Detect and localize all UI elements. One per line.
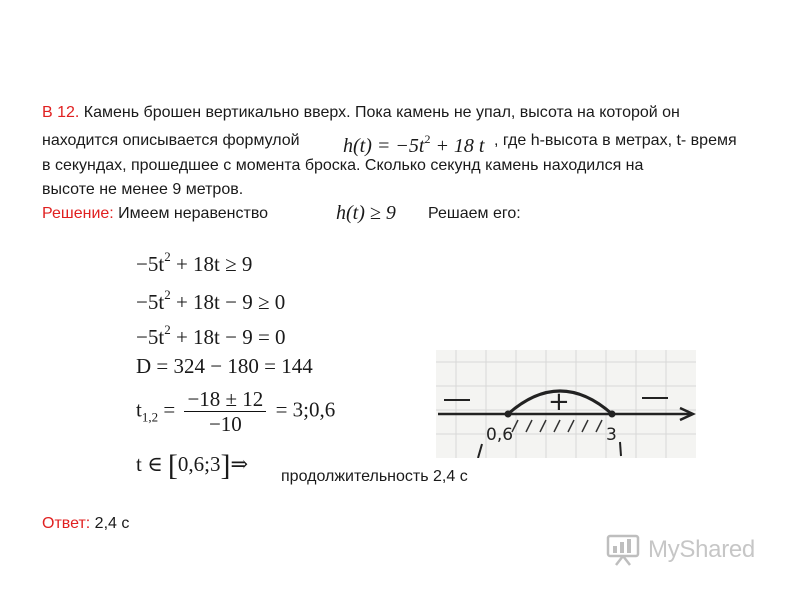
roots-fraction [184,388,266,435]
roots-denominator: −10 [208,412,242,436]
step-3 [136,318,286,349]
root-point-1 [505,411,512,418]
problem-line-1 [42,103,680,123]
height-formula-rhs: + 18 t [430,135,485,157]
solution-line-end [428,204,521,224]
problem-line-4 [42,180,243,200]
problem-text-3: в секундах, прошедшее с момента броска. Сколько секунд камень находился на [42,157,644,174]
inequality-formula [336,202,396,224]
answer-label: Ответ: [42,515,91,532]
myshared-logo [606,534,755,566]
hatch-marks [512,420,602,432]
pen-tick [620,442,621,456]
step-6-start: t ∈ [136,452,168,476]
step-1-exp: 2 [164,249,171,264]
answer-value: 2,4 с [90,515,130,532]
step-1-b: + 18t ≥ 9 [170,252,253,276]
step-1-a: −5t [136,252,165,276]
step-2-b: + 18t − 9 ≥ 0 [170,290,286,314]
step-2 [136,283,285,314]
step-6-interval-values: 0,6;3 [177,452,221,476]
problem-text-2a: находится описывается формулой [42,132,300,149]
root-label-2: 3 [606,425,617,445]
plus-sign: + [548,387,570,417]
problem-line-2-end [494,131,737,151]
height-formula [343,128,485,157]
problem-text-4: высоте не менее 9 метров. [42,181,244,198]
root-label-1: 0,6 [486,425,514,445]
step-5-roots [136,388,335,435]
step-4-discriminant [136,354,313,378]
answer-line [42,514,129,534]
step-6-interval [136,449,249,482]
step-1 [136,245,252,276]
left-bracket: [ [167,449,178,482]
step-5-sub: 1,2 [141,409,159,425]
step-5-eq: = [158,397,176,422]
step-3-exp: 2 [164,322,171,337]
problem-line-2 [42,131,300,151]
implies-arrow: ⇒ [230,452,249,476]
solution-text-2: Решаем его: [428,205,521,222]
root-point-2 [609,411,616,418]
step-3-a: −5t [136,325,165,349]
solution-line [42,204,268,224]
number-line-sketch [436,350,696,458]
solution-label: Решение: [42,205,114,222]
presentation-board-icon [606,534,640,566]
step-5-result: = 3;0,6 [275,397,336,422]
problem-line-3 [42,156,643,176]
step-2-a: −5t [136,290,165,314]
step-2-exp: 2 [164,287,171,302]
step-4-text: D = 324 − 180 = 144 [136,354,313,378]
problem-text-1: Камень брошен вертикально вверх. Пока камень не упал, высота на которой он [79,104,680,121]
roots-numerator: −18 ± 12 [184,388,266,412]
sketch-svg [436,350,696,458]
logo-text: MyShared [648,536,755,563]
pen-tick-left [478,444,482,458]
inequality-text: h(t) ≥ 9 [336,202,396,224]
height-formula-exp: 2 [424,132,431,146]
duration-text [281,467,468,487]
step-5-var: t [136,397,142,422]
problem-label: В 12. [42,104,80,121]
step-3-b: + 18t − 9 = 0 [170,325,286,349]
right-bracket: ] [220,449,231,482]
problem-text-2b: , где h-высота в метрах, t- время [494,132,737,149]
height-formula-lhs: h(t) = −5t [343,135,425,157]
duration-value: продолжительность 2,4 с [281,468,468,485]
solution-text-1: Имеем неравенство [118,205,269,222]
